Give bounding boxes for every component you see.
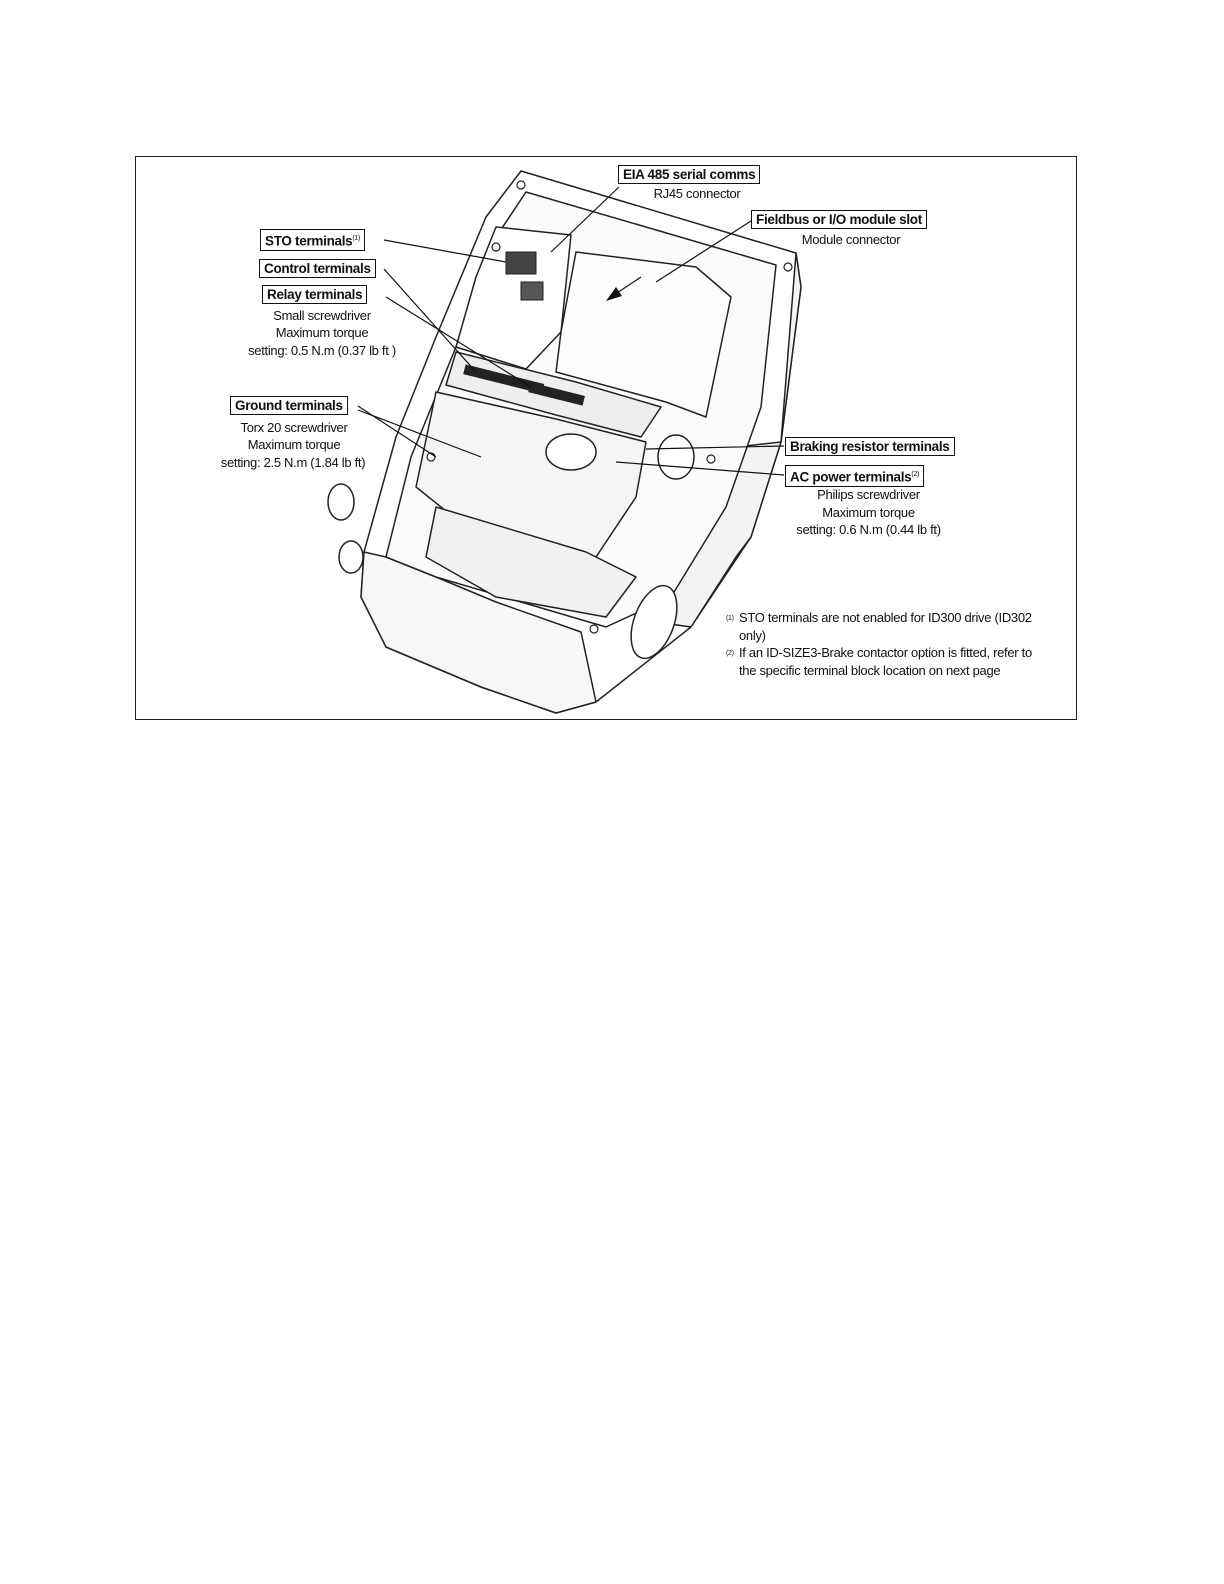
footnotes [726, 609, 1046, 679]
screw-hole [784, 263, 792, 271]
sto-label: STO terminals$^{(1)}$ [260, 229, 365, 251]
screw-hole [707, 455, 715, 463]
rj45-connector [521, 282, 543, 300]
ac-power-label: AC power terminals$^{(2)}$ [785, 465, 924, 487]
control-label: Control terminals [259, 259, 376, 278]
ground-sub-3: setting: 2.5 N.m (1.84 lb ft) [220, 455, 366, 470]
left-gland-1 [328, 484, 354, 520]
sto-terminal-block [506, 252, 536, 274]
capacitor [658, 435, 694, 479]
ground-label: Ground terminals [230, 396, 348, 415]
relay-sub-2: Maximum torque [275, 325, 369, 340]
ground-sub-1: Torx 20 screwdriver [240, 420, 348, 435]
screw-hole [590, 625, 598, 633]
filter-coil [546, 434, 596, 470]
braking-label: Braking resistor terminals [785, 437, 955, 456]
footnote-1: (1) STO terminals are not enabled for ID300 drive (ID302 only) [726, 610, 1032, 643]
eia485-label: EIA 485 serial comms [618, 165, 760, 184]
fieldbus-label: Fieldbus or I/O module slot [751, 210, 927, 229]
fieldbus-sub: Module connector [801, 232, 901, 247]
relay-label: Relay terminals [262, 285, 367, 304]
ac-power-sub-2: Maximum torque [822, 505, 915, 520]
ground-sub-2: Maximum torque [247, 437, 341, 452]
screw-hole [492, 243, 500, 251]
ac-power-sub-3: setting: 0.6 N.m (0.44 lb ft) [796, 522, 941, 537]
screw-hole [517, 181, 525, 189]
footnote-2: (2) If an ID-SIZE3-Brake contactor option is fitted, refer to the specific terminal block location on next page [726, 645, 1032, 678]
figure-frame [135, 156, 1077, 720]
relay-sub-1: Small screwdriver [273, 308, 371, 323]
ac-power-sub-1: Philips screwdriver [817, 487, 920, 502]
eia485-sub: RJ45 connector [653, 186, 741, 201]
relay-sub-3: setting: 0.5 N.m (0.37 lb ft ) [248, 343, 396, 358]
left-gland-2 [339, 541, 363, 573]
